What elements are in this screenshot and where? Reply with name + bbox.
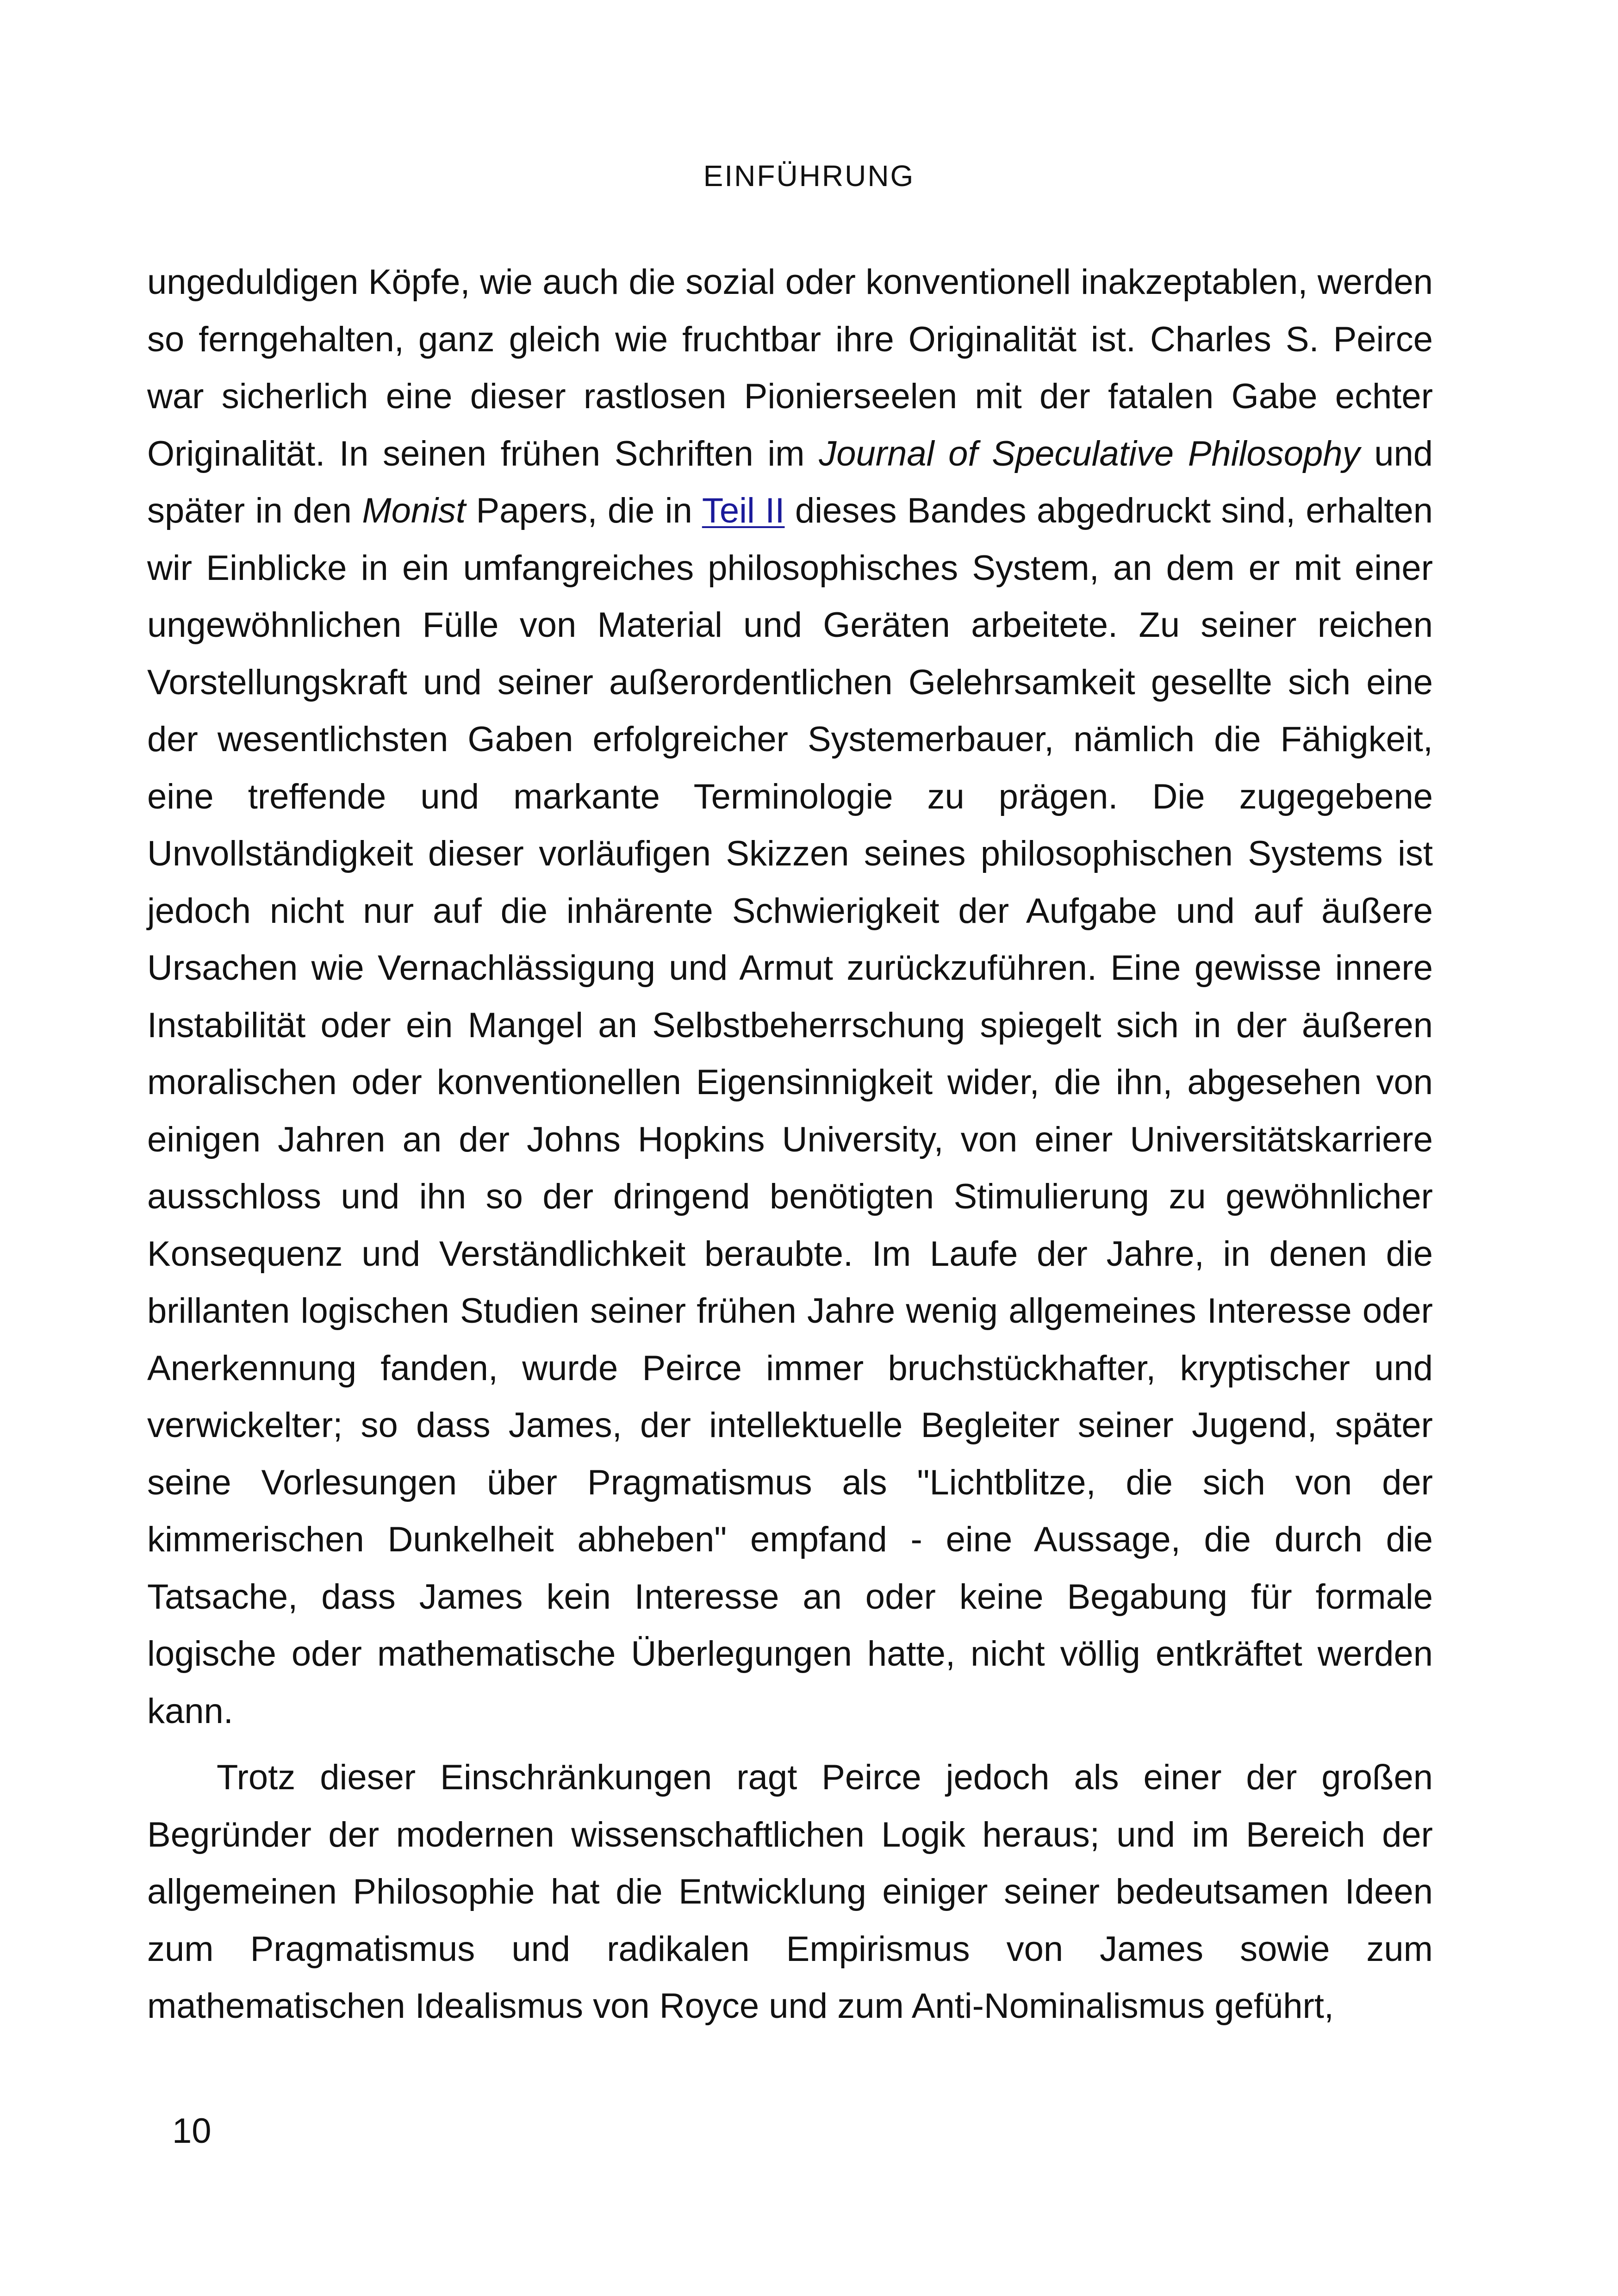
journal-title-italic: Journal of Speculative Philosophy xyxy=(819,434,1360,473)
monist-italic: Monist xyxy=(362,491,466,530)
body-text xyxy=(147,254,1433,2035)
page-number: 10 xyxy=(172,2111,212,2151)
paragraph-1-text-a: ungeduldigen Köpfe, wie auch die sozial oder konventionell inakzeptablen, werden so ferngehalten, ganz gleich wie fruchtbar ihre Originalität ist. Charles S. Peirce war sicherlich eine dieser rastlosen Pionierseelen mit der fatalen Gabe echter Originalität. In seinen frühen Schriften im xyxy=(147,262,1433,473)
paragraph-2: Trotz dieser Einschränkungen ragt Peirce jedoch als einer der großen Begründer der modernen wissenschaftlichen Logik heraus; und im Bereich der allgemeinen Philosophie hat die Entwicklung einiger seiner bedeutsamen Ideen zum Pragmatismus und radikalen Empirismus von James sowie zum mathematischen Idealismus von Royce und zum Anti-Nominalismus geführt, xyxy=(147,1758,1433,2026)
paragraph-1-text-b: und später in den xyxy=(147,434,1433,530)
running-header-title: EINFÜHRUNG xyxy=(703,159,915,193)
paragraph-1-text-c: Papers, die in xyxy=(466,491,702,530)
paragraph-1-text-d: dieses Bandes abgedruckt sind, erhalten wir Einblicke in ein umfangreiches philosophisches System, an dem er mit einer ungewöhnlichen Fülle von Material und Geräten arbeitete. Zu seiner reichen Vorstellungskraft und seiner außerordentlichen Gelehrsamkeit gesellte sich eine der wesentlichsten Gaben erfolgreicher Systemerbauer, nämlich die Fähigkeit, eine treffende und markante Terminologie zu prägen. Die zugegebene Unvollständigkeit dieser vorläufigen Skizzen seines philosophischen Systems ist jedoch nicht nur auf die inhärente Schwierigkeit der Aufgabe und auf äußere Ursachen wie Vernachlässigung und Armut zurückzuführen. Eine gewisse innere Instabilität oder ein Mangel an Selbstbeherrschung spiegelt sich in der äußeren moralischen oder konventionellen Eigensinnigkeit wider, die ihn, abgesehen von einigen Jahren an der Johns Hopkins University, von einer Universitätskarriere ausschloss und ihn so der dringend benötigten Stimulierung zu gewöhnlicher Konsequenz und Verständlichkeit beraubte. Im Laufe der Jahre, in denen die brillanten logischen Studien seiner frühen Jahre wenig allgemeines Interesse oder Anerkennung fanden, wurde Peirce immer bruchstückhafter, kryptischer und verwickelter; so dass James, der intellektuelle Begleiter seiner Jugend, später seine Vorlesungen über Pragmatismus als "Lichtblitze, die sich von der kimmerischen Dunkelheit abheben" empfand - eine Aussage, die durch die Tatsache, dass James kein Interesse an oder keine Begabung für formale logische oder mathematische Überlegungen hatte, nicht völlig entkräftet werden kann. xyxy=(147,491,1433,1731)
teil-ii-link[interactable]: Teil II xyxy=(702,491,785,530)
paragraph-1 xyxy=(147,254,1433,1740)
